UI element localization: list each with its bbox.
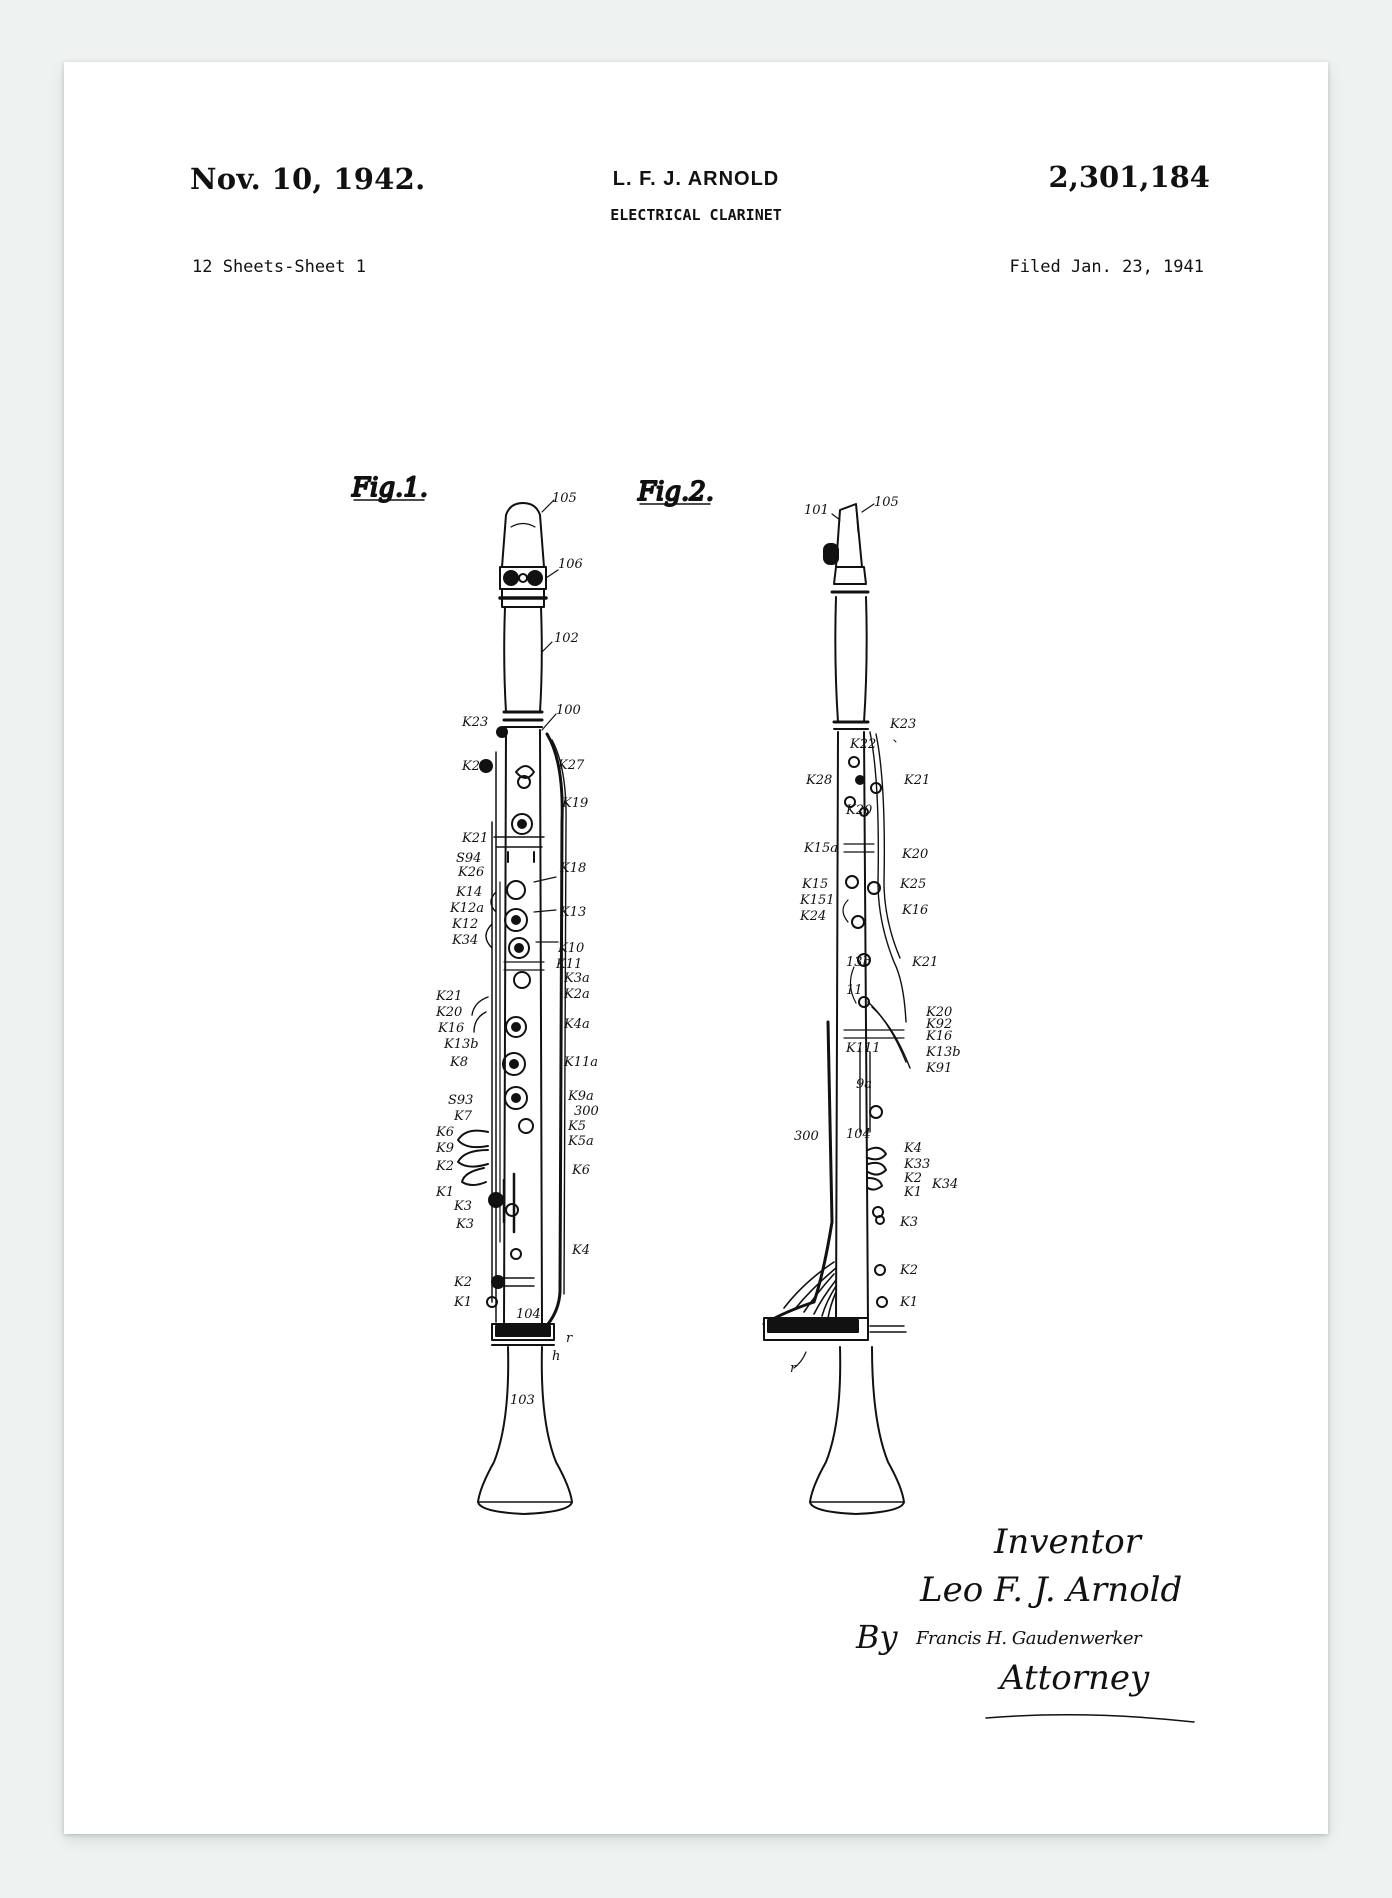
inventor-header: L. F. J. ARNOLD (612, 168, 780, 190)
fig1-label: K7 (454, 1109, 472, 1124)
by-label: By (856, 1618, 898, 1656)
fig1-label: K6 (436, 1125, 454, 1140)
fig2-label: r (790, 1361, 797, 1376)
fig2-label: K1 (900, 1295, 918, 1310)
patent-sheet (64, 62, 1328, 1834)
fig1-label: r (566, 1331, 573, 1346)
fig2-label: K13b (926, 1045, 961, 1060)
fig1-label: 106 (558, 557, 583, 572)
fig1-label: S93 (448, 1093, 474, 1108)
fig1-label: K8 (450, 1055, 468, 1070)
fig1-label: K9 (436, 1141, 454, 1156)
fig1-label: K2 (436, 1159, 454, 1174)
fig2-label: K16 (926, 1029, 953, 1044)
fig2-label: 105 (874, 495, 899, 510)
fig2-label: K28 (806, 773, 833, 788)
fig1-label: K14 (456, 885, 483, 900)
fig2-label: K16 (902, 903, 929, 918)
fig1-label: K9a (568, 1089, 594, 1104)
fig2-label: K151 (800, 893, 835, 908)
fig2-label: K3 (900, 1215, 918, 1230)
fig1-label: K19 (562, 796, 589, 811)
fig2-label: K20 (846, 803, 873, 818)
fig1-label: K20 (436, 1005, 463, 1020)
fig2-label: 101 (804, 503, 829, 518)
fig1-label: K10 (558, 941, 585, 956)
patent-number: 2,301,184 (1048, 160, 1210, 194)
fig2-label: K1 (904, 1185, 922, 1200)
fig2-label: 9a (856, 1077, 873, 1092)
fig1-label: K2a (564, 987, 590, 1002)
filed-date: Filed Jan. 23, 1941 (1009, 257, 1204, 277)
fig2-label: 104 (846, 1127, 871, 1142)
fig1-label: K21 (462, 831, 489, 846)
fig1-label: K34 (452, 933, 479, 948)
fig2-label: 300 (794, 1129, 819, 1144)
fig1-label: 104 (516, 1307, 541, 1322)
fig2-label: 11 (846, 983, 863, 998)
fig2-label: K25 (900, 877, 927, 892)
fig1-label: K27 (558, 758, 585, 773)
fig2-label: K33 (904, 1157, 931, 1172)
fig1-label: K11a (564, 1055, 599, 1070)
fig1-label: K18 (560, 861, 587, 876)
sheet-count: 12 Sheets-Sheet 1 (192, 257, 366, 277)
fig1-label: K11 (556, 957, 583, 972)
fig2-label: K23 (890, 717, 917, 732)
fig1-label: K3a (564, 971, 590, 986)
fig1-label: K13 (560, 905, 587, 920)
fig1-label: K16 (438, 1021, 465, 1036)
fig2-label: K21 (904, 773, 931, 788)
fig2-label: K15a (804, 841, 839, 856)
fig1-label: K1 (436, 1185, 454, 1200)
fig2-label: K2 (900, 1263, 918, 1278)
fig1-label: K21 (462, 759, 489, 774)
fig1-label: K26 (458, 865, 485, 880)
fig2-label: K21 (912, 955, 939, 970)
fig2-label: K15 (802, 877, 829, 892)
fig2-label: K111 (846, 1041, 881, 1056)
fig1-label: K4 (572, 1243, 590, 1258)
fig2-clarinet (764, 504, 910, 1514)
fig1-label: K12a (450, 901, 485, 916)
fig2-label: K2 (904, 1171, 922, 1186)
fig1-label: K6 (572, 1163, 590, 1178)
attorney-label: Attorney (1000, 1658, 1150, 1698)
fig1-label: K3 (454, 1199, 472, 1214)
fig2-label: K22 (850, 737, 877, 752)
fig2-label: K24 (800, 909, 827, 924)
fig1-label: K12 (452, 917, 479, 932)
fig2-label: 13b (846, 955, 871, 970)
fig1-label: 102 (554, 631, 579, 646)
fig1-label: K23 (462, 715, 489, 730)
fig1-label: K3 (456, 1217, 474, 1232)
fig2-label: K91 (926, 1061, 953, 1076)
fig1-label: 103 (510, 1393, 535, 1408)
fig1-label: K5 (568, 1119, 586, 1134)
fig2-label: K34 (932, 1177, 959, 1192)
fig1-label: K13b (444, 1037, 479, 1052)
attorney-signature: Francis H. Gaudenwerker (916, 1628, 1142, 1649)
fig2-label: K20 (902, 847, 929, 862)
patent-title: ELECTRICAL CLARINET (610, 206, 782, 224)
inventor-label: Inventor (994, 1522, 1141, 1562)
fig1-title: Fig.1. (352, 473, 429, 503)
fig1-label: K21 (436, 989, 463, 1004)
fig1-label: K4a (564, 1017, 590, 1032)
fig2-label: K4 (904, 1141, 922, 1156)
fig2-label: K20 (926, 1005, 953, 1020)
fig2-label: K92 (926, 1017, 953, 1032)
fig1-label: 300 (574, 1104, 599, 1119)
patent-date: Nov. 10, 1942. (190, 162, 426, 196)
fig1-label: h (552, 1349, 561, 1364)
fig1-label: 105 (552, 491, 577, 506)
fig1-label: K1 (454, 1295, 472, 1310)
fig1-label: K2 (454, 1275, 472, 1290)
fig1-label: 100 (556, 703, 581, 718)
inventor-name: Leo F. J. Arnold (920, 1570, 1183, 1610)
fig1-label: S94 (456, 851, 482, 866)
fig2-title: Fig.2. (638, 477, 715, 507)
patent-drawing (64, 62, 1328, 1834)
fig1-label: K5a (568, 1134, 594, 1149)
